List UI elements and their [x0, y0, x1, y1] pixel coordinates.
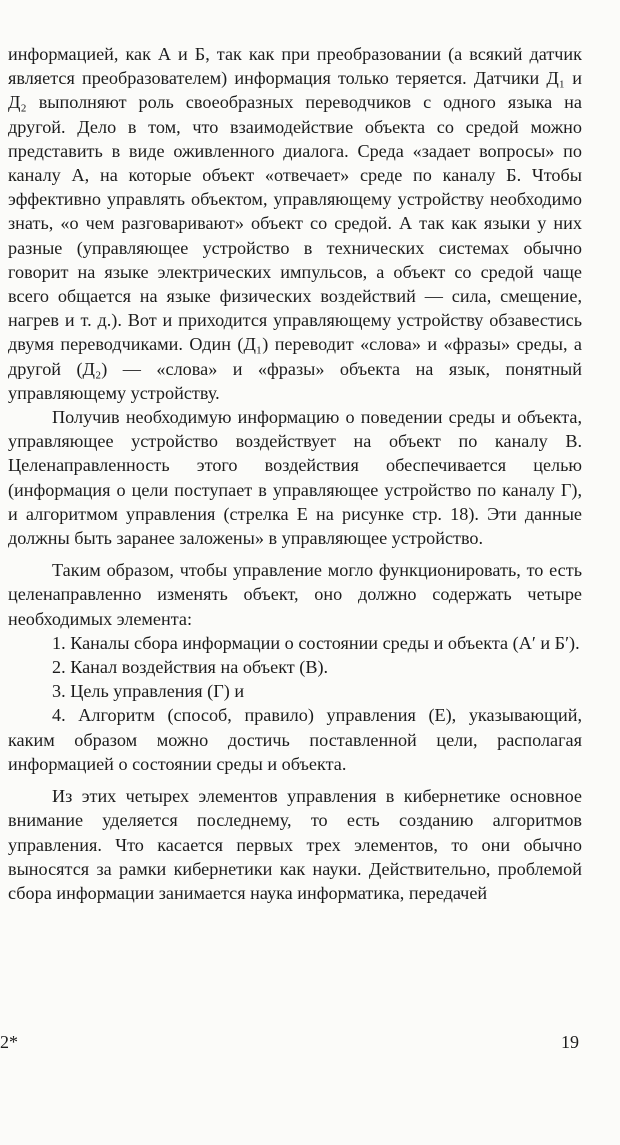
paragraph-cybernetics: Из этих четырех элементов управления в кибернетике основное внимание уделяется последнему, то есть созданию алгоритмов управления. Что касается первых трех элементов, то они обычно выносятся за рамки кибернетики как науки. Действительно, проблемой сбора информации занимается наука информатика, передачей	[8, 786, 582, 903]
paragraph-continuation: информацией, как А и Б, так как при преобразовании (а всякий датчик является преобразователем) информация только теряется. Датчики Д₁ и Д₂ выполняют роль своеобразных переводчиков с одного языка на другой. Дело в том, что взаимодействие объекта со средой можно представить в виде оживленного диалога. Среда «задает вопросы» по каналу А, на которые объект «отвечает» среде по каналу Б. Чтобы эффективно управлять объектом, управляющему устройству необходимо знать, «о чем разговаривают» объект со средой. А так как языки у них разные (управляющее устройство в технических системах обычно говорит на языке электрических импульсов, а объект со средой чаще всего общается на языке физических воздействий — сила, смещение, нагрев и т. д.). Вот и приходится управляющему устройству обзавестись двумя переводчиками. Один (Д₁) переводит «слова» и «фразы» среды, а другой (Д₂) — «слова» и «фразы» объекта на язык, понятный управляющему устройству.	[8, 44, 582, 403]
list-item-4: 4. Алгоритм (способ, правило) управления (Е), указывающий, каким образом можно достичь поставленной цели, располагая информацией о состоянии среды и объекта.	[8, 705, 582, 774]
signature-mark: 2*	[0, 1032, 18, 1052]
list-item-1: 1. Каналы сбора информации о состоянии среды и объекта (А′ и Б′).	[52, 632, 580, 653]
list-item-3: 3. Цель управления (Г) и	[52, 681, 245, 702]
page-number: 19	[561, 1032, 579, 1052]
list-item-2: 2. Канал воздействия на объект (В).	[52, 657, 329, 678]
paragraph-information: Получив необходимую информацию о поведении среды и объекта, управляющее устройство воздействует на объект по каналу В. Целенаправленность этого воздействия обеспечивается целью (информация о цели поступает в управляющее устройство по каналу Г), и алгоритмом управления (стрелка Е на рисунке стр. 18). Эти данные должны быть заранее заложены» в управляющее устройство.	[8, 407, 582, 549]
body-text	[8, 42, 582, 905]
paragraph-elements-intro: Таким образом, чтобы управление могло функционировать, то есть целенаправленно изменять объект, оно должно содержать четыре необходимых элемента:	[8, 560, 582, 629]
